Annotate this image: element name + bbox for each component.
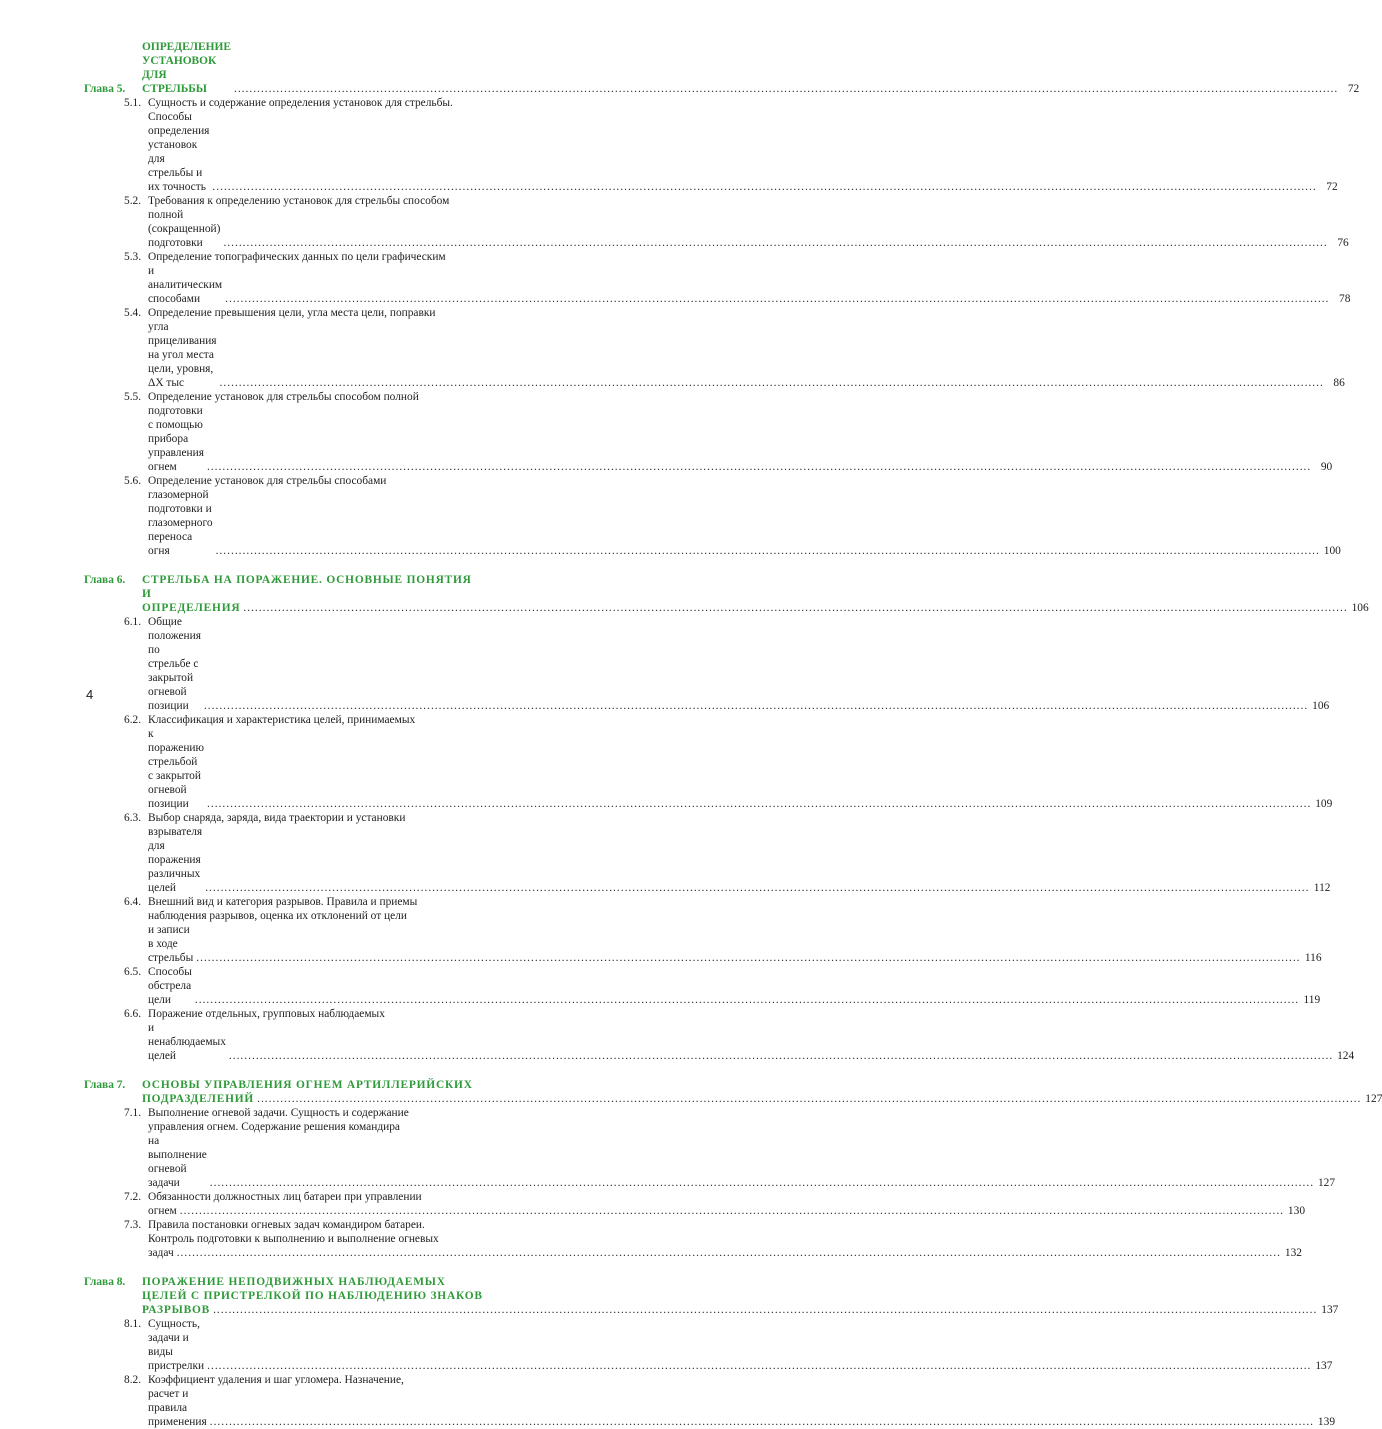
table-of-contents [84,40,1382,1429]
section-text: на выполнение огневой задачи [148,1135,207,1189]
section-line [148,895,1322,909]
dot-leader [207,460,1311,474]
section-text: огнем [148,1205,177,1217]
section-body [148,96,1338,194]
section-text: Определение установок для стрельбы способом полной [148,391,419,403]
section-line [148,404,1332,474]
dot-leader [234,82,1338,96]
section-entry [124,306,1345,390]
dot-leader [177,1246,1281,1260]
section-text: полной (сокращенной) подготовки [148,209,221,249]
section-page: 106 [1312,700,1330,712]
chapter-title-wrap [142,1275,516,1289]
chapter-spacer [84,1063,516,1078]
section-line [148,1317,1332,1373]
dot-leader [243,601,1347,615]
dot-leader [220,376,1324,390]
section-line [148,1204,1305,1218]
dot-leader [207,1359,1311,1373]
section-text: Внешний вид и категория разрывов. Правила и приемы [148,896,418,908]
section-page: 76 [1337,237,1349,249]
section-entry [124,194,1349,250]
section-body [148,965,1320,1007]
chapter-title-wrap [142,1078,516,1092]
section-text: Определение топографических данных по цели графическим [148,251,446,263]
section-line [148,306,1345,320]
section-body [148,895,1322,965]
chapter-title-wrap [142,573,516,587]
section-line [148,1106,1335,1120]
section-body [148,250,1350,306]
section-line [148,727,1332,811]
section-entry [124,1106,1336,1190]
section-line [148,713,1332,727]
section-body [148,1106,1335,1190]
section-line [148,1232,1302,1246]
section-text: Коэффициент удаления и шаг угломера. Назначение, [148,1374,404,1386]
section-text: Общие положения по стрельбе с закрытой огневой позиции [148,616,201,712]
dot-leader [213,1303,1317,1317]
section-text: расчет и правила применения [148,1388,207,1428]
dot-leader [196,951,1300,965]
chapter-page: 106 [1351,602,1369,614]
section-text: подготовки с помощью прибора управления огнем [148,405,204,473]
section-body [148,306,1345,390]
section-text: управления огнем. Содержание решения командира [148,1121,400,1133]
section-body [148,1218,1302,1260]
chapter-heading-line [84,573,516,587]
chapter-page: 137 [1321,1304,1339,1316]
section-text: к поражению стрельбой с закрытой огневой позиции [148,728,205,810]
section-text: Обязанности должностных лиц батареи при управлении [148,1191,422,1203]
section-entry [124,811,1331,895]
section-entry [124,713,1333,811]
section-number: 8.1. [124,1318,142,1330]
chapter-heading-line [84,40,1360,96]
chapter-entry [84,573,1369,1063]
chapter-title: ОСНОВЫ УПРАВЛЕНИЯ ОГНЕМ АРТИЛЛЕРИЙСКИХ [142,1079,473,1091]
page-number: 4 [86,687,94,702]
chapter-title: ПОДРАЗДЕЛЕНИЙ [142,1093,255,1105]
section-number: 5.2. [124,195,142,207]
chapter-heading-line [84,1078,516,1092]
section-page: 130 [1287,1205,1306,1217]
section-text: задач [148,1247,174,1259]
dot-leader [210,1176,1314,1190]
section-line [148,474,1341,488]
section-page: 109 [1315,798,1333,810]
dot-leader [210,1415,1314,1429]
section-text: Правила постановки огневых задач командиром батареи. [148,1219,425,1231]
section-line [148,488,1341,558]
section-body [148,474,1341,558]
section-entry [124,615,1330,713]
section-number: 5.1. [124,97,142,109]
chapter-entry [84,1275,1339,1429]
chapter-title: ОПРЕДЕЛЕНИЕ УСТАНОВОК ДЛЯ СТРЕЛЬБЫ [142,41,231,95]
section-text: и аналитическим способами [148,265,223,305]
section-page: 139 [1317,1416,1336,1428]
section-entry [124,965,1321,1007]
section-number: 5.4. [124,307,142,319]
section-text: Определение установок для стрельбы способами [148,475,387,487]
section-page: 124 [1337,1050,1355,1062]
section-text: и записи в ходе стрельбы [148,924,194,964]
section-entry [124,1007,1355,1063]
dot-leader [180,1204,1284,1218]
dot-leader [207,797,1311,811]
chapter-title-wrap [142,40,1359,96]
section-page: 116 [1304,952,1322,964]
section-entry [124,895,1322,965]
dot-leader [257,1092,1361,1106]
section-page: 112 [1313,882,1331,894]
section-line [148,615,1329,713]
section-text: Определение превышения цели, угла места цели, поправки [148,307,436,319]
dot-leader [195,993,1299,1007]
section-number: 5.6. [124,475,142,487]
chapter-page: 72 [1347,83,1360,95]
section-line [148,825,1330,895]
section-text: наблюдения разрывов, оценка их отклонений от цели [148,910,407,922]
section-line [148,250,1350,264]
chapter-title-wrap [142,1289,516,1303]
section-text: глазомерной подготовки и глазомерного переноса огня [148,489,213,557]
section-number: 7.3. [124,1219,142,1231]
section-text: Требования к определению установок для стрельбы способом [148,195,450,207]
section-page: 90 [1320,461,1333,473]
section-entry [124,1190,1306,1218]
section-text: Выполнение огневой задачи. Сущность и содержание [148,1107,409,1119]
chapter-title: РАЗРЫВОВ [142,1304,211,1316]
section-entry [124,250,1351,306]
section-text: угла прицеливания на угол места цели, уровня, ΔX тыс [148,321,217,389]
section-line [148,96,1338,110]
section-number: 6.1. [124,616,142,628]
section-line [148,923,1322,965]
section-text: Способы определения установок для стрельбы и их точность [148,111,210,193]
chapter-title: ЦЕЛЕЙ С ПРИСТРЕЛКОЙ ПО НАБЛЮДЕНИЮ ЗНАКОВ [142,1290,483,1302]
section-page: 127 [1317,1177,1336,1189]
section-line [148,264,1350,306]
chapter-spacer [84,558,516,573]
section-entry [124,1373,1336,1429]
section-line [148,909,1322,923]
section-number: 6.3. [124,812,142,824]
section-line [148,1021,1354,1063]
chapter-title-wrap [142,1303,1338,1317]
section-body [148,1373,1335,1429]
section-line [148,320,1345,390]
section-number: 5.5. [124,391,142,403]
chapter-title-wrap [142,587,1369,615]
section-line [148,1190,1305,1204]
chapter-number: Глава 5. [84,83,126,95]
section-page: 137 [1315,1360,1333,1372]
chapter-title: СТРЕЛЬБА НА ПОРАЖЕНИЕ. ОСНОВНЫЕ ПОНЯТИЯ [142,574,472,586]
section-number: 6.5. [124,966,142,978]
chapter-number: Глава 7. [84,1079,126,1091]
section-entry [124,1317,1333,1373]
chapter-title-wrap [142,1092,1382,1106]
section-line [148,965,1320,1007]
section-body [148,1007,1354,1063]
section-body [148,615,1329,713]
chapter-page: 127 [1365,1093,1382,1105]
section-line [148,1134,1335,1190]
chapter-spacer [84,1260,516,1275]
dot-leader [204,699,1308,713]
section-line [148,1218,1302,1232]
section-entry [124,1218,1302,1260]
chapter-entry [84,1078,1382,1260]
section-text: Сущность, задачи и виды пристрелки [148,1318,205,1372]
chapter-heading-line [84,1275,516,1289]
chapter-title: ПОРАЖЕНИЕ НЕПОДВИЖНЫХ НАБЛЮДАЕМЫХ [142,1276,446,1288]
section-text: взрывателя для поражения различных целей [148,826,203,894]
chapter-number: Глава 8. [84,1276,126,1288]
section-body [148,1190,1305,1218]
section-page: 86 [1333,377,1345,389]
dot-leader [205,881,1309,895]
chapter-number: Глава 6. [84,574,126,586]
section-number: 6.6. [124,1008,142,1020]
section-text: Способы обстрела цели [148,966,192,1006]
section-line [148,390,1332,404]
dot-leader [229,1049,1333,1063]
dot-leader [223,236,1327,250]
chapter-heading-line [84,1092,1382,1106]
dot-leader [212,180,1316,194]
section-text: Классификация и характеристика целей, принимаемых [148,714,416,726]
section-line [148,811,1330,825]
section-line [148,110,1338,194]
section-line [148,1120,1335,1134]
chapter-heading-line [84,587,1369,615]
section-body [148,713,1332,811]
section-number: 8.2. [124,1374,142,1386]
section-entry [124,96,1338,194]
section-page: 119 [1303,994,1321,1006]
section-line [148,1246,1302,1260]
section-page: 72 [1326,181,1338,193]
section-body [148,390,1332,474]
section-number: 5.3. [124,251,142,263]
chapter-heading-line [84,1289,516,1303]
section-text: и ненаблюдаемых целей [148,1022,226,1062]
section-page: 132 [1284,1247,1302,1259]
section-number: 6.2. [124,714,142,726]
section-entry [124,390,1333,474]
section-line [148,1007,1354,1021]
section-text: Выбор снаряда, заряда, вида траектории и установки [148,812,406,824]
section-page: 78 [1339,293,1351,305]
section-number: 7.2. [124,1191,142,1203]
dot-leader [225,292,1329,306]
section-line [148,1373,1335,1387]
section-number: 6.4. [124,896,142,908]
chapter-title: И ОПРЕДЕЛЕНИЯ [142,588,241,614]
section-line [148,208,1349,250]
section-body [148,1317,1332,1373]
section-number: 7.1. [124,1107,142,1119]
chapter-heading-line [84,1303,1339,1317]
section-page: 100 [1323,545,1341,557]
section-entry [124,474,1341,558]
section-line [148,194,1349,208]
section-text: Сущность и содержание определения установок для стрельбы. [148,97,453,109]
section-text: Поражение отдельных, групповых наблюдаемых [148,1008,385,1020]
section-body [148,194,1349,250]
section-line [148,1387,1335,1429]
chapter-entry [84,40,1360,558]
section-text: Контроль подготовки к выполнению и выполнение огневых [148,1233,439,1245]
section-body [148,811,1330,895]
dot-leader [216,544,1320,558]
